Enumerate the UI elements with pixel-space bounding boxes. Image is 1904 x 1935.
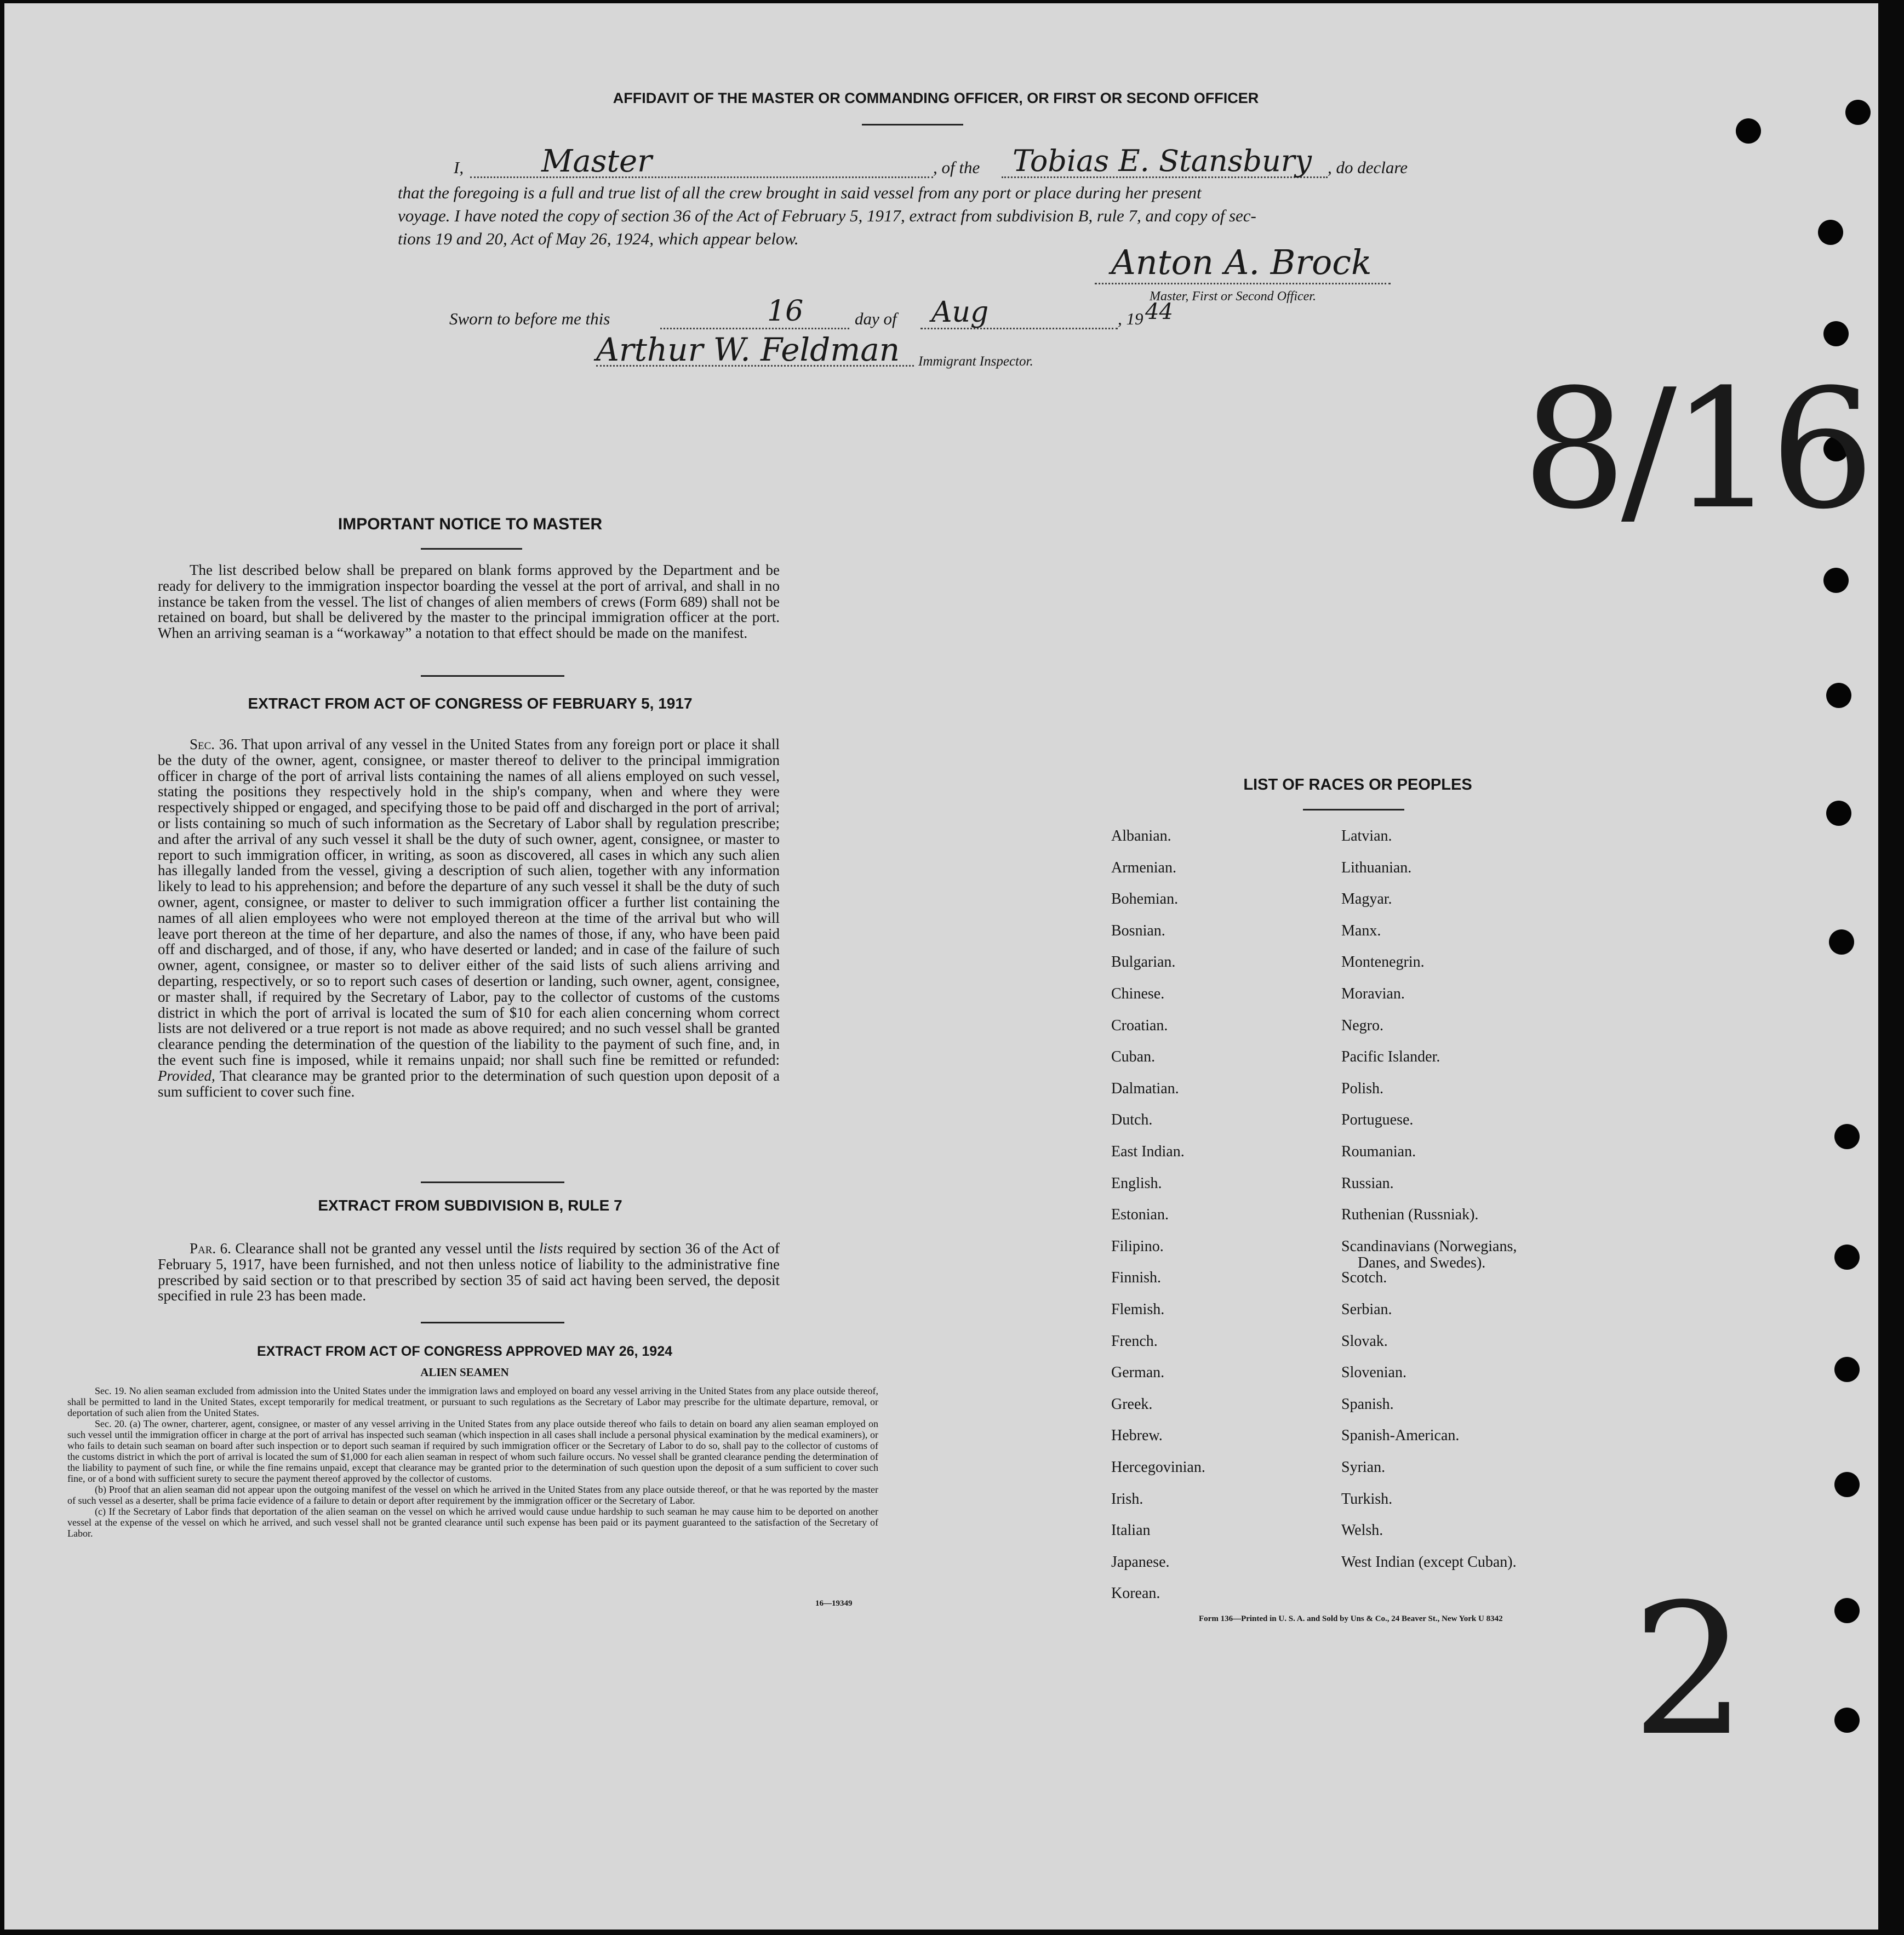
race-item: Welsh. [1341,1522,1383,1539]
sec-20a-text: Sec. 20. (a) The owner, charterer, agent, consignee, or master of any vessel arriving in the United States from any place outside thereof who fails to detain on board any alien seaman employed on such vessel until the immigration officer in charge at the port of arrival has inspected such seaman (which inspection in all cases shall include a personal physical examination by the medical examiners), or who fails to detain such seaman on board after such inspection or to deport such seaman if required by such immigration officer or the Secretary of Labor to do so, shall pay to the collector of customs of the customs district in which the port of arrival is located the sum of $1,000 for each alien seaman in respect of whom such failure occurs. No vessel shall be granted clearance pending the determination of the liability to payment of such fine, or while the fine remains unpaid, except that clearance may be granted prior to the determination of such question upon the deposit of a sum sufficient to cover such fine, or of a bond with sufficient surety to secure the payment thereof approved by the collector of customs. [67,1418,878,1484]
race-item: Pacific Islander. [1341,1048,1440,1066]
sworn-month: Aug [931,296,989,329]
race-item: Spanish. [1341,1395,1394,1413]
race-item: East Indian. [1111,1143,1185,1160]
race-item: Lithuanian. [1341,859,1412,876]
divider [421,548,522,550]
race-item: French. [1111,1332,1158,1350]
race-item: Spanish-American. [1341,1427,1460,1445]
sec-20b-text: (b) Proof that an alien seaman did not appear upon the outgoing manifest of the vessel on which he arrived in the United States from any place outside thereof, or that he was reported by the master of such vessel as a deserter, shall be prima facie evidence of a failure to detain or deport after requirement by the immigration officer or the Secretary of Labor. [67,1484,878,1506]
notice-title: IMPORTANT NOTICE TO MASTER [338,515,603,533]
race-item: Albanian. [1111,827,1171,844]
race-item: Estonian. [1111,1206,1169,1224]
punch-hole [1826,683,1851,708]
race-item: Scandinavians (Norwegians, [1341,1237,1517,1255]
extract-rule7-title: EXTRACT FROM SUBDIVISION B, RULE 7 [318,1197,622,1214]
race-item: Roumanian. [1341,1143,1416,1160]
race-item: Dalmatian. [1111,1080,1179,1097]
race-item: Dutch. [1111,1111,1153,1129]
punch-hole [1834,1472,1860,1497]
sec-20c-text: (c) If the Secretary of Labor finds that deportation of the alien seaman on the vessel on which he arrived would cause undue hardship to such seaman he may cause him to be deported on another vessel at the expense of the vessel on which he arrived, and such vessel shall not be granted clearance until such expense has been paid or its payment guaranteed to the satisfaction of the Secretary of Labor. [67,1506,878,1539]
extract-rule7-body [158,1241,780,1304]
sec-36-label: Sec. 36. [190,736,238,752]
i-label: I, [454,158,464,177]
race-item: Japanese. [1111,1553,1170,1571]
do-declare-label: , do declare [1328,158,1408,177]
race-item: Hebrew. [1111,1427,1163,1445]
race-item: English. [1111,1174,1162,1192]
race-item: Serbian. [1341,1301,1392,1318]
race-item: Russian. [1341,1174,1394,1192]
notice-body: The list described below shall be prepared on blank forms approved by the Department and be ready for delivery to the immigration inspector boarding the vessel at the port of arrival, and shall in no instance be taken from the vessel. The list of changes of alien members of crews (Form 689) shall not be retained on board, but shall be delivered by the master to the principal immigration officer at the port. When an arriving seaman is a “workaway” a notation to that effect should be made on the manifest. [158,562,780,642]
sworn-day-field [660,328,849,329]
race-item: Danes, and Swedes). [1358,1254,1486,1271]
race-item: Hercegovinian. [1111,1459,1205,1476]
day-of-label: day of [855,309,897,328]
affidavit-line2: that the foregoing is a full and true list of all the crew brought in said vessel from any port or place during her present [398,183,1202,202]
affidavit-line4: tions 19 and 20, Act of May 26, 1924, which appear below. [398,229,799,248]
sec-36-end: That clearance may be granted prior to the determination of such question upon deposit of a sum sufficient to cover such fine. [158,1067,780,1100]
punch-hole [1834,1708,1860,1733]
extract-1924-body [67,1385,878,1539]
punch-hole [1834,1357,1860,1382]
race-item: Slovak. [1341,1332,1388,1350]
races-title: LIST OF RACES OR PEOPLES [1243,776,1472,794]
page-number-handwritten: 2 [1632,1565,1747,1776]
master-field [470,176,933,178]
extract-1917-title: EXTRACT FROM ACT OF CONGRESS OF FEBRUARY 5, 1917 [248,695,693,712]
sworn-label: Sworn to before me this [449,309,610,328]
race-item: Moravian. [1341,985,1405,1002]
officer-signature: Anton A. Brock [1111,242,1372,282]
inspector-signature: Arthur W. Feldman [596,331,900,368]
race-item: Montenegrin. [1341,954,1425,971]
race-item: Irish. [1111,1490,1143,1508]
form-sheet [4,3,1878,1930]
rule7-text-b: required by section 36 of the Act of February 5, 1917, have been furnished, and not then unless notice of liability to the administrative fine prescribed by said section or to that prescribed by section 35 of said act having been served, the deposit specified in rule 23 has been made. [158,1240,780,1304]
punch-hole [1823,321,1849,346]
race-item: Manx. [1341,922,1381,939]
races-right-column [1341,827,1615,1617]
affidavit-line3: voyage. I have noted the copy of section 36 of the Act of February 5, 1917, extract from subdivision B, rule 7, and copy of sec- [398,206,1256,225]
punch-hole [1826,801,1851,826]
officer-caption: Master, First or Second Officer. [1150,289,1316,304]
vessel-handwritten: Tobias E. Stansbury [1013,144,1312,178]
sec-36-text: That upon arrival of any vessel in the United States from any foreign port or place it shall be the duty of the owner, agent, consignee, or master thereof to deliver to the principal immigration officer in charge of the port of arrival lists containing the names of all aliens employed on such vessel, stating the positions they respectively hold in the ship's company, when and where they were respectively shipped or engaged, and specifying those to be paid off and discharged in the port of arrival; or lists containing so much of such information as the Secretary of Labor shall by regulation prescribe; and after the arrival of any such vessel it shall be the duty of such owner, agent, consignee, or master to report to such immigration officer, in writing, as soon as discovered, all cases in which any such alien has illegally landed from the vessel, giving a description of such alien, together with any information likely to lead to his apprehension; and before the departure of any such vessel it shall be the duty of such owner, agent, consignee, or master to deliver to such immigration officer a further list containing the names of all alien employees who were not employed thereon at the time of the arrival but who will leave port thereon at the time of her departure, and also the names of those, if any, who have been paid off and discharged, and of those, if any, who have deserted or landed; and in case of the failure of such owner, agent, consignee, or master so to deliver either of the said lists of such aliens arriving and departing, respectively, or so to report such cases of desertion or landing, such owner, agent, consignee, or master shall, if required by the Secretary of Labor, pay to the collector of customs of the customs district in which the port of arrival is located the sum of $10 for each alien concerning whom correct lists are not delivered or a true report is not made as above required; and no such vessel shall be granted clearance pending the determination of the question of the liability to the payment of such fine, and, in the event such fine is imposed, while it remains unpaid; nor shall such fine be remitted or refunded: [158,736,780,1068]
rule7-text-a: Clearance shall not be granted any vessel until the [235,1240,535,1257]
inspector-caption: Immigrant Inspector. [918,354,1033,369]
form-code: 16—19349 [815,1599,853,1608]
sec-19-text: Sec. 19. No alien seaman excluded from admission into the United States under the immigration laws and employed on board any vessel arriving in the United States from any place outside thereof, shall be permitted to land in the United States, except temporarily for medical treatment, or pursuant to such regulations as the Secretary of Labor may prescribe for the ultimate departure, removal, or deportation of such alien from the United States. [67,1385,878,1418]
of-the-label: , of the [933,158,980,177]
race-item: Negro. [1341,1017,1383,1034]
punch-hole [1834,1245,1860,1270]
officer-signature-line [1095,283,1391,284]
punch-hole [1829,929,1854,955]
provided-word: Provided, [158,1067,215,1084]
punch-hole [1818,220,1843,245]
race-item: Greek. [1111,1395,1153,1413]
extract-1924-subtitle: ALIEN SEAMEN [420,1366,509,1379]
race-item: Armenian. [1111,859,1176,876]
race-item: Flemish. [1111,1301,1165,1318]
race-item: Turkish. [1341,1490,1393,1508]
punch-hole [1736,118,1761,144]
race-item: Croatian. [1111,1017,1168,1034]
race-item: Filipino. [1111,1237,1164,1255]
sworn-year: 44 [1145,299,1173,324]
extract-1924-title: EXTRACT FROM ACT OF CONGRESS APPROVED MAY 26, 1924 [256,1344,673,1359]
race-item: Latvian. [1341,827,1392,844]
race-item: Bohemian. [1111,891,1179,908]
lists-word: lists [539,1240,563,1257]
race-item: West Indian (except Cuban). [1341,1553,1517,1571]
race-item: Italian [1111,1522,1151,1539]
printer-imprint: Form 136—Printed in U. S. A. and Sold by Uns & Co., 24 Beaver St., New York U 8342 [1199,1614,1503,1623]
race-item: German. [1111,1364,1165,1382]
divider [421,1322,564,1323]
divider [421,675,564,677]
master-handwritten: Master [541,144,652,179]
race-item: Bosnian. [1111,922,1165,939]
race-item: Polish. [1341,1080,1384,1097]
race-item: Finnish. [1111,1269,1162,1287]
punch-hole [1834,1598,1860,1623]
sworn-day: 16 [767,295,804,328]
race-item: Syrian. [1341,1459,1386,1476]
punch-hole [1823,568,1849,593]
race-item: Slovenian. [1341,1364,1406,1382]
punch-hole [1834,1124,1860,1149]
race-item: Chinese. [1111,985,1165,1002]
race-item: Ruthenian (Russniak). [1341,1206,1479,1224]
divider [862,124,963,125]
par-6-label: Par. 6. [190,1240,231,1257]
affidavit-line1 [454,144,1429,184]
punch-hole [1845,100,1871,125]
race-item: Cuban. [1111,1048,1156,1066]
year-prefix: , 19 [1118,309,1143,328]
race-item: Korean. [1111,1585,1160,1602]
affidavit-title: AFFIDAVIT OF THE MASTER OR COMMANDING OFFICER, OR FIRST OR SECOND OFFICER [613,90,1259,106]
race-item: Scotch. [1341,1269,1387,1287]
race-item: Bulgarian. [1111,954,1176,971]
race-item: Portuguese. [1341,1111,1414,1129]
races-left-column [1111,827,1303,1617]
divider [1303,809,1404,810]
race-item: Magyar. [1341,891,1392,908]
divider [421,1181,564,1183]
date-note-handwritten: 8/16 [1522,354,1869,545]
extract-1917-body [158,737,780,1099]
